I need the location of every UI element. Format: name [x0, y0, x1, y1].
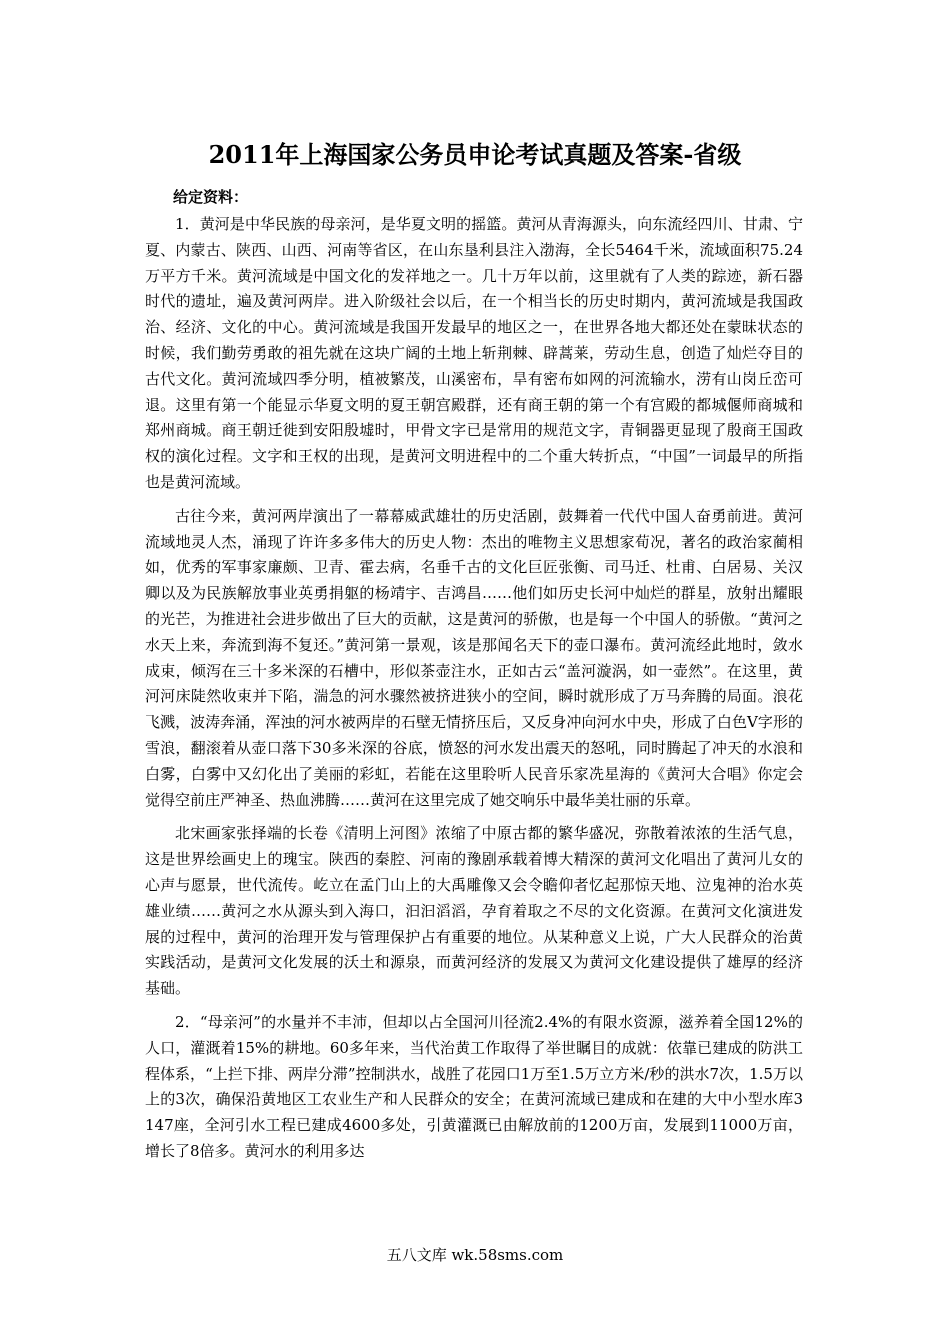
document-body: [145, 212, 803, 1173]
footer-watermark: 五八文库 wk.58sms.com: [386, 1246, 564, 1264]
section-label: 给定资料：: [173, 188, 249, 206]
paragraph: 古往今来，黄河两岸演出了一幕幕威武雄壮的历史活剧，鼓舞着一代代中国人奋勇前进。黄河流域地灵人杰，涌现了许许多多伟大的历史人物：杰出的唯物主义思想家荀况，著名的政治家蔺相如，优秀的军事家廉颇、卫青、霍去病，名垂千古的文化巨匠张衡、司马迁、杜甫、白居易、关汉卿以及为民族解放事业英勇捐躯的杨靖宇、吉鸿昌……他们如历史长河中灿烂的群星，放射出耀眼的光芒，为推进社会进步做出了巨大的贡献，这是黄河的骄傲，也是每一个中国人的骄傲。“黄河之水天上来，奔流到海不复还。”黄河第一景观，该是那闻名天下的壶口瀑布。黄河流经此地时，敛水成束，倾泻在三十多米深的石槽中，形似茶壶注水，正如古云“盖河漩涡，如一壶然”。在这里，黄河河床陡然收束并下陷，湍急的河水骤然被挤进狭小的空间，瞬时就形成了万马奔腾的局面。浪花飞溅，波涛奔涌，浑浊的河水被两岸的石壁无情挤压后，又反身冲向河水中央，形成了白色V字形的雪浪，翻滚着从壶口落下30多米深的谷底，愤怒的河水发出震天的怒吼，同时腾起了冲天的水浪和白雾，白雾中又幻化出了美丽的彩虹，若能在这里聆听人民音乐家冼星海的《黄河大合唱》你定会觉得空前庄严神圣、热血沸腾……黄河在这里完成了她交响乐中最华美壮丽的乐章。: [145, 506, 803, 809]
paragraph: 北宋画家张择端的长卷《清明上河图》浓缩了中原古都的繁华盛况，弥散着浓浓的生活气息，这是世界绘画史上的瑰宝。陕西的秦腔、河南的豫剧承载着博大精深的黄河文化唱出了黄河儿女的心声与愿景，世代流传。屹立在孟门山上的大禹雕像又会令瞻仰者忆起那惊天地、泣鬼神的治水英雄业绩……黄河之水从源头到入海口，汩汩滔滔，孕育着取之不尽的文化资源。在黄河文化演进发展的过程中，黄河的治理开发与管理保护占有重要的地位。从某种意义上说，广大人民群众的治黄实践活动，是黄河文化发展的沃土和源泉，而黄河经济的发展又为黄河文化建设提供了雄厚的经济基础。: [145, 824, 803, 998]
document-title: 2011年上海国家公务员申论考试真题及答案-省级: [208, 140, 742, 169]
paragraph: 1．黄河是中华民族的母亲河，是华夏文明的摇篮。黄河从青海源头，向东流经四川、甘肃、宁夏、内蒙古、陕西、山西、河南等省区，在山东垦利县注入渤海，全长5464千米，流域面积75.24万平方千米。黄河流域是中国文化的发祥地之一。几十万年以前，这里就有了人类的踪迹，新石器时代的遗址，遍及黄河两岸。进入阶级社会以后，在一个相当长的历史时期内，黄河流域是我国政治、经济、文化的中心。黄河流域是我国开发最早的地区之一，在世界各地大都还处在蒙昧状态的时候，我们勤劳勇敢的祖先就在这块广阔的土地上斩荆棘、辟蒿莱，劳动生息，创造了灿烂夺目的古代文化。黄河流域四季分明，植被繁茂，山溪密布，旱有密布如网的河流输水，涝有山岗丘峦可退。这里有第一个能显示华夏文明的夏王朝宫殿群，还有商王朝的第一个有宫殿的都城偃师商城和郑州商城。商王朝迁徙到安阳殷墟时，甲骨文字已是常用的规范文字，青铜器更显现了殷商王国政权的演化过程。文字和王权的出现，是黄河文明进程中的二个重大转折点，“中国”一词最早的所指也是黄河流域。: [145, 215, 803, 491]
paragraph: 2．“母亲河”的水量并不丰沛，但却以占全国河川径流2.4%的有限水资源，滋养着全国12%的人口，灌溉着15%的耕地。60多年来，当代治黄工作取得了举世瞩目的成就：依靠已建成的防洪工程体系，“上拦下排、两岸分滞”控制洪水，战胜了花园口1万至1.5万立方米/秒的洪水7次，1.5万以上的3次，确保沿黄地区工农业生产和人民群众的安全；在黄河流域已建成和在建的大中小型水库3147座，全河引水工程已建成4600多处，引黄灌溉已由解放前的1200万亩，发展到11000万亩，增长了8倍多。黄河水的利用多达: [145, 1012, 803, 1160]
